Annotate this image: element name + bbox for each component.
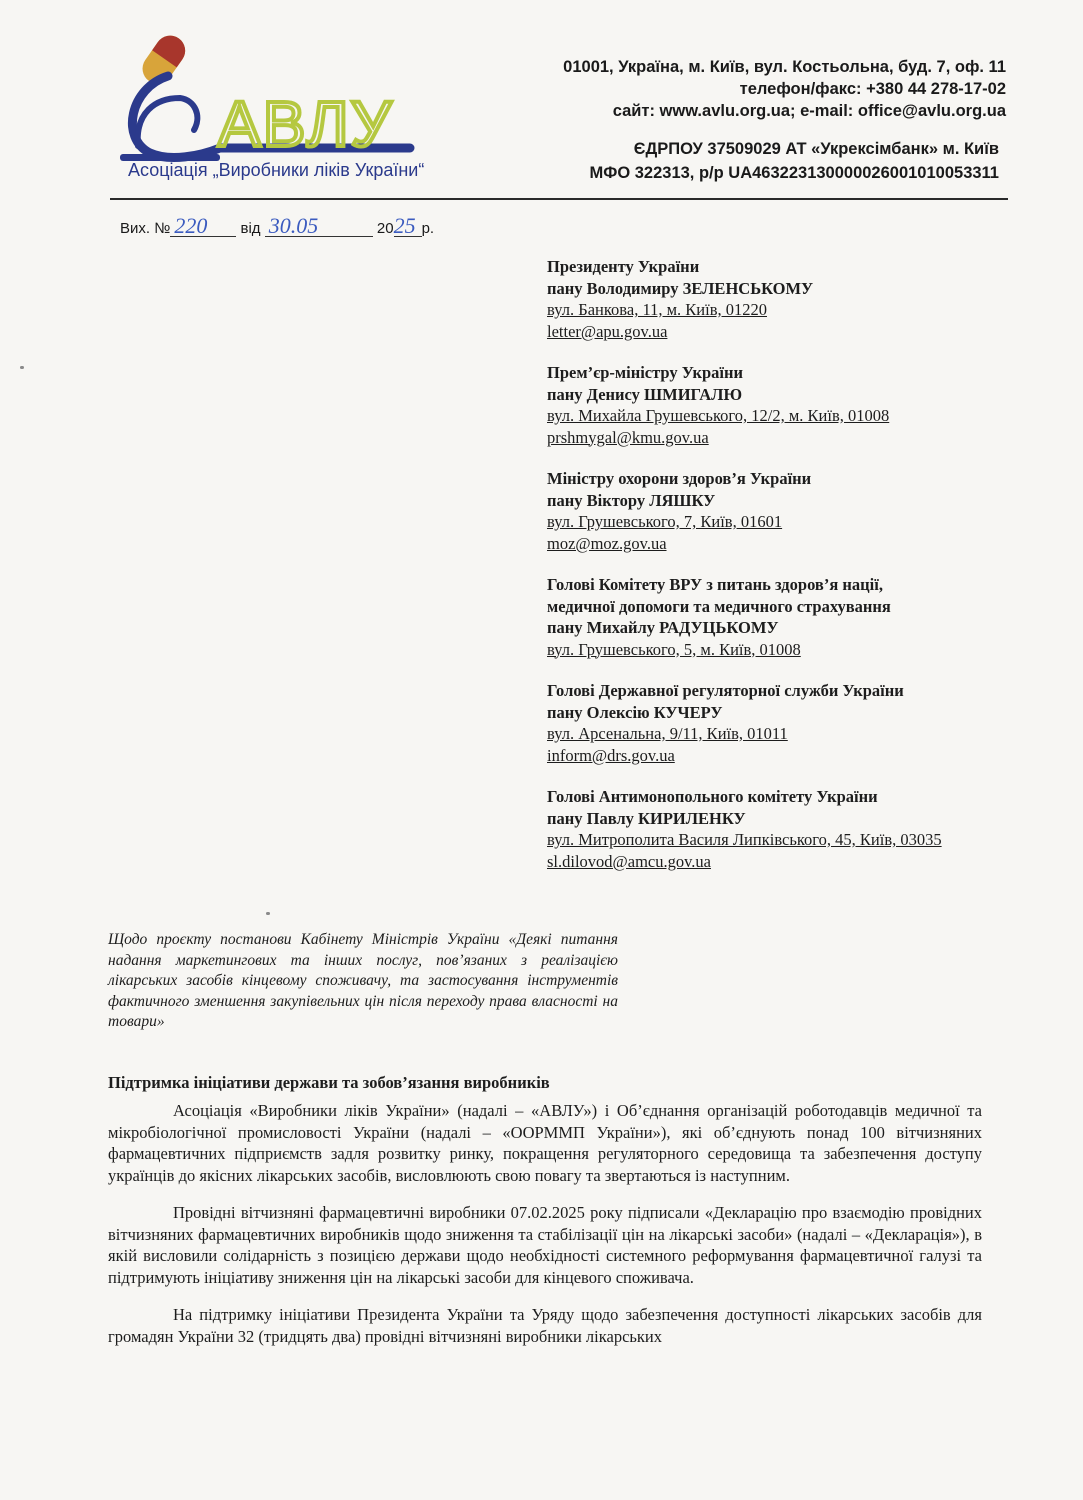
scan-speck (20, 366, 24, 369)
addressee-name: пану Володимиру ЗЕЛЕНСЬКОМУ (547, 278, 814, 298)
addressee-list (547, 256, 1017, 892)
addressee-address: вул. Грушевського, 5, м. Київ, 01008 (547, 639, 801, 659)
addressee-email[interactable]: prshmygal@kmu.gov.ua (547, 427, 709, 447)
addressee-title: Голові Державної регуляторної служби України (547, 681, 904, 700)
addressee-title: Президенту України (547, 257, 700, 276)
edrpou-line: ЄДРПОУ 37509029 АТ «Укрексімбанк» м. Київ (633, 140, 999, 158)
addressee-title: Міністру охорони здоров’я України (547, 469, 812, 488)
addressee-email[interactable]: letter@apu.gov.ua (547, 321, 668, 341)
office-address: 01001, Україна, м. Київ, вул. Костьольна, буд. 7, оф. 11 (563, 58, 1006, 76)
addressee-health-minister (547, 468, 1017, 554)
addressee-address: вул. Арсенальна, 9/11, Київ, 01011 (547, 724, 788, 743)
addressee-name: пану Олексію КУЧЕРУ (547, 702, 723, 722)
addressee-name: пану Павлу КИРИЛЕНКУ (547, 808, 746, 828)
letter-body (108, 1100, 982, 1347)
addressee-email[interactable]: sl.dilovod@amcu.gov.ua (547, 851, 711, 871)
year-prefix: 20 (376, 220, 394, 237)
outgoing-number: 220 (170, 216, 236, 237)
addressee-title-continued: медичної допомоги та медичного страхування (547, 596, 891, 616)
contact-block (563, 56, 1006, 122)
addressee-antimonopoly-committee (547, 786, 1017, 872)
year-end: р. (421, 220, 435, 237)
addressee-name: пану Віктору ЛЯШКУ (547, 490, 716, 510)
mfo-line: МФО 322313, р/р UA463223130000026001010053311 (589, 164, 999, 182)
letter-subject: Щодо проєкту постанови Кабінету Міністрів України «Деякі питання надання маркетингових та інших послуг, пов’язаних з реалізацією лікарських засобів кінцевому споживачу, та застосування інструментів фактичного зменшення закупівельних цін після переходу права власності на товари» (108, 931, 618, 1030)
addressee-title: Голові Комітету ВРУ з питань здоров’я нації, (547, 575, 883, 594)
bank-details (590, 137, 1000, 185)
addressee-address: вул. Михайла Грушевського, 12/2, м. Київ, 01008 (547, 406, 890, 425)
phone-fax: телефон/факс: +380 44 278-17-02 (739, 80, 1006, 98)
outgoing-number-line (120, 213, 435, 238)
addressee-name: пану Денису ШМИГАЛЮ (547, 384, 743, 404)
association-name: Асоціація „Виробники ліків України“ (128, 160, 425, 180)
date-from-label: від (240, 220, 261, 237)
body-paragraph: На підтримку ініціативи Президента України та Уряду щодо забезпечення доступності лікарських засобів для громадян України 32 (тридцять два) провідні вітчизняні виробники лікарських (108, 1305, 982, 1346)
website-email[interactable]: сайт: www.avlu.org.ua; e-mail: office@avlu.org.ua (612, 102, 1006, 120)
outgoing-date: 30.05 (265, 216, 373, 237)
addressee-title: Голові Антимонопольного комітету України (547, 787, 878, 806)
addressee-address: вул. Митрополита Василя Липківського, 45, Київ, 03035 (547, 830, 942, 849)
addressee-email[interactable]: moz@moz.gov.ua (547, 533, 667, 553)
body-paragraph: Асоціація «Виробники ліків України» (надалі – «АВЛУ») і Об’єднання організацій роботодавців медичної та мікробіологічної промисловості України (надалі – «ООРММП України»), які об’єднують понад 100 вітчизняних фармацевтичних підприємств задля розвитку ринку, покращення регуляторного середовища та забезпечення доступу українців до якісних лікарських засобів, висловлюють свою повагу та звертаються із наступним. (108, 1101, 982, 1185)
addressee-name: пану Михайлу РАДУЦЬКОМУ (547, 618, 779, 637)
addressee-president (547, 256, 1017, 342)
outgoing-prefix: Вих. № (120, 220, 171, 237)
addressee-prime-minister (547, 362, 1017, 448)
header-divider (110, 198, 1008, 200)
addressee-address: вул. Грушевського, 7, Київ, 01601 (547, 512, 783, 531)
addressee-email[interactable]: inform@drs.gov.ua (547, 745, 675, 765)
addressee-address: вул. Банкова, 11, м. Київ, 01220 (547, 300, 767, 319)
section-heading: Підтримка ініціативи держави та зобов’язання виробників (108, 1073, 550, 1092)
addressee-title: Прем’єр-міністру України (547, 363, 744, 382)
addressee-vru-committee (547, 574, 1017, 660)
scan-speck (266, 912, 270, 915)
addressee-regulatory-service (547, 680, 1017, 766)
body-paragraph: Провідні вітчизняні фармацевтичні виробники 07.02.2025 року підписали «Декларацію про взаємодію провідних вітчизняних фармацевтичних виробників щодо зниження та стабілізації цін на лікарські засоби» (надалі – «Декларація»), в якій висловили солідарність з позицією держави щодо необхідності системного реформування фармацевтичної галузі та підтримують ініціативу зниження цін на лікарські засоби для кінцевого споживача. (108, 1203, 982, 1287)
year-suffix: 25 (394, 216, 422, 237)
logo-text: АВЛУ (218, 88, 394, 160)
